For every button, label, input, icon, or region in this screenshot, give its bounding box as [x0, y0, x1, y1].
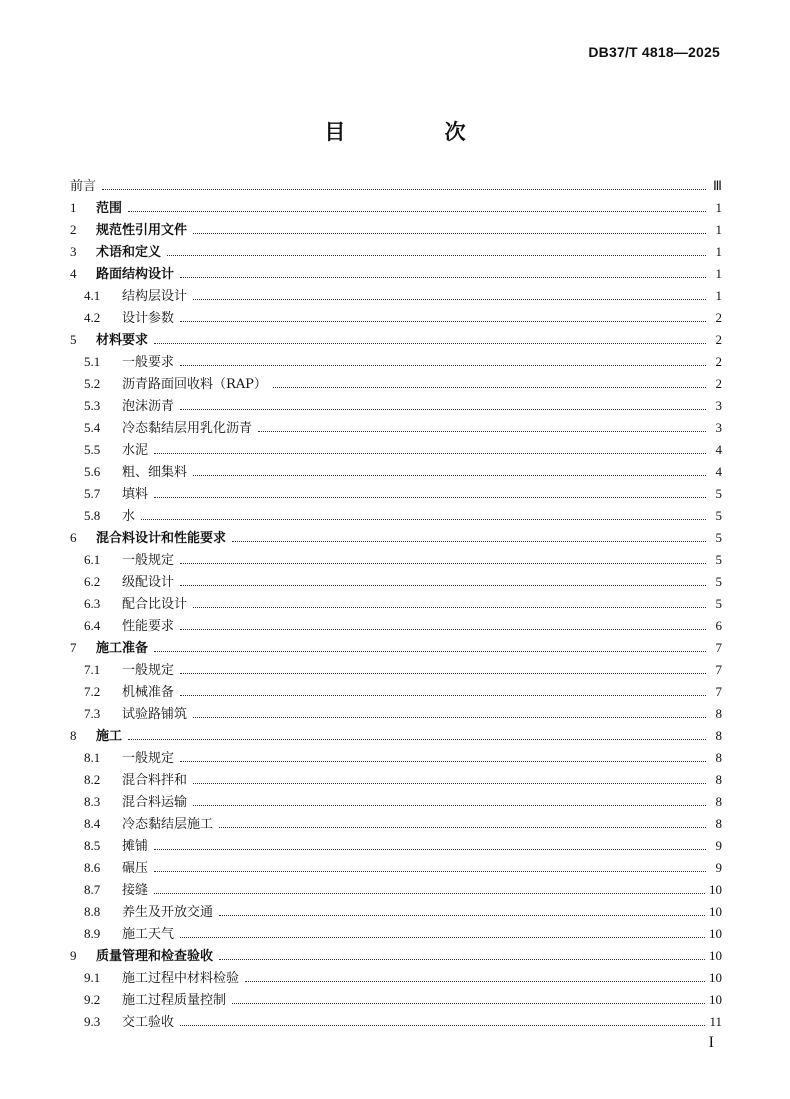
toc-entry-number: 9.2: [84, 992, 101, 1007]
dot-leader: [193, 716, 706, 718]
toc-entry-number: 4.1: [84, 288, 101, 303]
toc-entry-page: 1: [715, 288, 722, 303]
toc-entry-number: 9.1: [84, 970, 101, 985]
toc-entry-title: 一般要求: [122, 355, 175, 370]
toc-entry-page: 2: [715, 376, 722, 391]
toc-entry-number: 4.2: [84, 310, 101, 325]
toc-entry[interactable]: [70, 549, 722, 571]
dot-leader: [154, 342, 706, 344]
toc-entry[interactable]: [70, 1011, 722, 1033]
toc-entry-number: 5.8: [84, 508, 101, 523]
toc-entry-number: 8: [70, 728, 77, 743]
toc-entry-title: 冷态黏结层施工: [122, 817, 214, 832]
toc-entry[interactable]: [70, 219, 722, 241]
toc-entry-page: 3: [715, 398, 722, 413]
toc-entry-number: 5.1: [84, 354, 101, 369]
toc-entry-page: Ⅲ: [713, 178, 722, 193]
toc-entry-number: 2: [70, 222, 77, 237]
toc-entry[interactable]: [70, 571, 722, 593]
toc-entry-page: 4: [715, 442, 722, 457]
toc-entry-title: 配合比设计: [122, 597, 188, 612]
toc-entry-title: 术语和定义: [96, 245, 162, 260]
toc-entry-title: 沥青路面回收料（RAP）: [122, 377, 267, 392]
toc-entry[interactable]: [70, 593, 722, 615]
toc-entry-page: 8: [715, 706, 722, 721]
toc-entry-number: 3: [70, 244, 77, 259]
toc-entry-page: 11: [709, 1014, 722, 1029]
toc-entry[interactable]: [70, 483, 722, 505]
toc-entry-page: 7: [715, 684, 722, 699]
toc-entry[interactable]: [70, 527, 722, 549]
toc-entry-number: 8.5: [84, 838, 101, 853]
toc-entry-page: 10: [709, 948, 722, 963]
toc-entry-number: 6: [70, 530, 77, 545]
toc-entry-title: 施工过程质量控制: [122, 993, 227, 1008]
dot-leader: [180, 672, 706, 674]
toc-entry[interactable]: [70, 241, 722, 263]
toc-entry-number: 4: [70, 266, 77, 281]
toc-entry-page: 2: [715, 310, 722, 325]
toc-entry-page: 5: [715, 486, 722, 501]
dot-leader: [154, 892, 705, 894]
toc-entry[interactable]: [70, 263, 722, 285]
dot-leader: [193, 606, 706, 608]
toc-entry[interactable]: [70, 813, 722, 835]
table-of-contents: [70, 175, 722, 1033]
toc-entry[interactable]: [70, 681, 722, 703]
toc-entry[interactable]: [70, 725, 722, 747]
toc-entry-page: 8: [715, 794, 722, 809]
dot-leader: [219, 958, 705, 960]
dot-leader: [193, 474, 706, 476]
toc-entry-title: 施工天气: [122, 927, 175, 942]
toc-entry-page: 1: [715, 244, 722, 259]
toc-entry-title: 级配设计: [122, 575, 175, 590]
toc-entry-page: 8: [715, 728, 722, 743]
toc-entry[interactable]: [70, 703, 722, 725]
dot-leader: [232, 1002, 705, 1004]
dot-leader: [180, 936, 705, 938]
toc-entry-page: 2: [715, 332, 722, 347]
toc-entry-number: 6.2: [84, 574, 101, 589]
toc-entry-number: 7.2: [84, 684, 101, 699]
toc-entry-title: 冷态黏结层用乳化沥青: [122, 421, 253, 436]
toc-entry-page: 6: [715, 618, 722, 633]
dot-leader: [193, 232, 706, 234]
toc-entry-number: 6.4: [84, 618, 101, 633]
dot-leader: [180, 760, 706, 762]
toc-entry-title: 质量管理和检查验收: [96, 949, 214, 964]
dot-leader: [193, 298, 706, 300]
toc-entry-title: 一般规定: [122, 663, 175, 678]
toc-entry-title: 摊铺: [122, 839, 149, 854]
toc-entry-title: 路面结构设计: [96, 267, 175, 282]
toc-entry-page: 7: [715, 662, 722, 677]
toc-title: 目 次: [324, 119, 512, 144]
dot-leader: [154, 870, 706, 872]
toc-entry-number: 8.9: [84, 926, 101, 941]
toc-entry[interactable]: [70, 989, 722, 1011]
dot-leader: [128, 210, 706, 212]
toc-entry-page: 5: [715, 596, 722, 611]
toc-entry-title: 混合料运输: [122, 795, 188, 810]
dot-leader: [180, 694, 706, 696]
toc-entry[interactable]: [70, 945, 722, 967]
dot-leader: [219, 914, 705, 916]
dot-leader: [232, 540, 706, 542]
toc-entry-number: 8.7: [84, 882, 101, 897]
toc-entry[interactable]: [70, 197, 722, 219]
toc-entry-number: 8.6: [84, 860, 101, 875]
toc-entry-number: 9: [70, 948, 77, 963]
toc-entry-page: 1: [715, 222, 722, 237]
dot-leader: [258, 430, 706, 432]
toc-entry-number: 8.4: [84, 816, 101, 831]
toc-entry[interactable]: [70, 879, 722, 901]
toc-entry-title: 交工验收: [122, 1015, 175, 1030]
toc-entry-page: 9: [715, 860, 722, 875]
toc-entry-title: 前言: [70, 179, 97, 194]
toc-entry-number: 5: [70, 332, 77, 347]
dot-leader: [180, 276, 706, 278]
toc-entry-number: 8.3: [84, 794, 101, 809]
toc-entry-page: 9: [715, 838, 722, 853]
toc-entry[interactable]: [70, 747, 722, 769]
toc-entry[interactable]: [70, 505, 722, 527]
toc-entry-number: 1: [70, 200, 77, 215]
toc-entry-title: 混合料拌和: [122, 773, 188, 788]
toc-entry-page: 5: [715, 508, 722, 523]
toc-entry-page: 8: [715, 750, 722, 765]
toc-entry-number: 5.2: [84, 376, 101, 391]
toc-entry-number: 5.6: [84, 464, 101, 479]
toc-entry[interactable]: [70, 791, 722, 813]
toc-entry[interactable]: [70, 967, 722, 989]
toc-entry-title: 养生及开放交通: [122, 905, 214, 920]
dot-leader: [180, 1024, 705, 1026]
document-code: DB37/T 4818—2025: [588, 44, 720, 60]
toc-entry-page: 10: [709, 882, 722, 897]
toc-entry-page: 8: [715, 816, 722, 831]
toc-entry-page: 10: [709, 992, 722, 1007]
toc-entry-page: 2: [715, 354, 722, 369]
toc-entry[interactable]: [70, 351, 722, 373]
toc-entry[interactable]: [70, 835, 722, 857]
toc-entry[interactable]: [70, 659, 722, 681]
toc-entry-page: 3: [715, 420, 722, 435]
toc-entry-title: 碾压: [122, 861, 149, 876]
toc-entry-number: 5.5: [84, 442, 101, 457]
dot-leader: [141, 518, 706, 520]
dot-leader: [180, 320, 706, 322]
toc-entry[interactable]: [70, 637, 722, 659]
toc-entry-page: 10: [709, 926, 722, 941]
toc-entry[interactable]: [70, 395, 722, 417]
toc-entry[interactable]: [70, 615, 722, 637]
toc-entry[interactable]: [70, 857, 722, 879]
dot-leader: [180, 408, 706, 410]
toc-entry-title: 施工过程中材料检验: [122, 971, 240, 986]
toc-entry-number: 5.4: [84, 420, 101, 435]
dot-leader: [128, 738, 706, 740]
toc-entry-title: 设计参数: [122, 311, 175, 326]
toc-entry-title: 机械准备: [122, 685, 175, 700]
toc-entry-title: 水: [122, 509, 136, 524]
dot-leader: [193, 782, 706, 784]
toc-entry[interactable]: [70, 923, 722, 945]
toc-entry-title: 一般规定: [122, 751, 175, 766]
toc-entry-page: 10: [709, 904, 722, 919]
toc-entry[interactable]: [70, 901, 722, 923]
dot-leader: [180, 364, 706, 366]
toc-entry-page: 8: [715, 772, 722, 787]
dot-leader: [154, 452, 706, 454]
dot-leader: [154, 496, 706, 498]
toc-entry-title: 规范性引用文件: [96, 223, 188, 238]
toc-entry-number: 5.3: [84, 398, 101, 413]
dot-leader: [102, 188, 706, 190]
dot-leader: [154, 650, 706, 652]
dot-leader: [193, 804, 706, 806]
toc-entry[interactable]: [70, 439, 722, 461]
toc-entry-title: 粗、细集料: [122, 465, 188, 480]
toc-entry-title: 施工: [96, 729, 123, 744]
toc-entry-number: 6.3: [84, 596, 101, 611]
toc-entry-page: 10: [709, 970, 722, 985]
toc-entry[interactable]: [70, 175, 722, 197]
toc-entry-page: 5: [715, 552, 722, 567]
toc-entry-number: 5.7: [84, 486, 101, 501]
toc-entry[interactable]: [70, 307, 722, 329]
dot-leader: [154, 848, 706, 850]
toc-entry-title: 结构层设计: [122, 289, 188, 304]
toc-entry-title: 性能要求: [122, 619, 175, 634]
toc-entry-page: 5: [715, 574, 722, 589]
toc-entry-title: 施工准备: [96, 641, 149, 656]
toc-entry-number: 7.3: [84, 706, 101, 721]
toc-entry[interactable]: [70, 329, 722, 351]
toc-entry-title: 试验路铺筑: [122, 707, 188, 722]
dot-leader: [245, 980, 705, 982]
dot-leader: [180, 562, 706, 564]
toc-entry-title: 接缝: [122, 883, 149, 898]
page-number: I: [708, 1034, 714, 1051]
toc-entry-title: 填料: [122, 487, 149, 502]
dot-leader: [167, 254, 706, 256]
toc-entry-page: 1: [715, 266, 722, 281]
toc-entry-number: 8.2: [84, 772, 101, 787]
toc-entry-number: 9.3: [84, 1014, 101, 1029]
toc-entry-number: 7.1: [84, 662, 101, 677]
toc-entry-title: 一般规定: [122, 553, 175, 568]
toc-entry-title: 水泥: [122, 443, 149, 458]
toc-entry[interactable]: [70, 285, 722, 307]
toc-entry-number: 7: [70, 640, 77, 655]
toc-entry-title: 泡沫沥青: [122, 399, 175, 414]
toc-entry[interactable]: [70, 769, 722, 791]
dot-leader: [180, 584, 706, 586]
toc-entry[interactable]: [70, 461, 722, 483]
toc-entry-page: 5: [715, 530, 722, 545]
toc-entry-number: 8.1: [84, 750, 101, 765]
toc-entry[interactable]: [70, 417, 722, 439]
toc-entry-number: 6.1: [84, 552, 101, 567]
dot-leader: [219, 826, 706, 828]
toc-entry-title: 材料要求: [96, 333, 149, 348]
dot-leader: [273, 386, 706, 388]
toc-entry-title: 范围: [96, 201, 123, 216]
toc-entry[interactable]: [70, 373, 722, 395]
toc-entry-number: 8.8: [84, 904, 101, 919]
toc-entry-page: 1: [715, 200, 722, 215]
toc-entry-page: 4: [715, 464, 722, 479]
toc-entry-page: 7: [715, 640, 722, 655]
dot-leader: [180, 628, 706, 630]
toc-entry-title: 混合料设计和性能要求: [96, 531, 227, 546]
